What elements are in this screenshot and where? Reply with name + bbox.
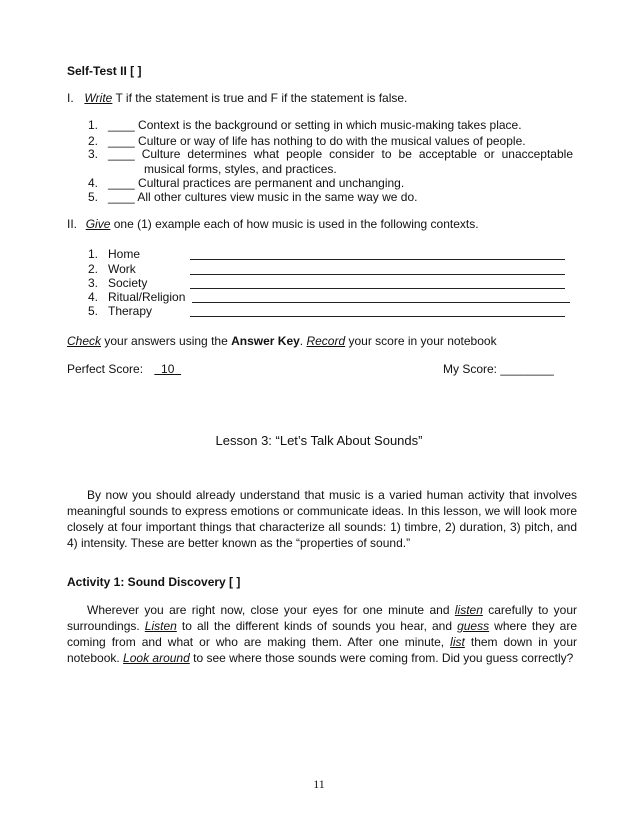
tf-item-1: 1. ____ Context is the background or setting in which music-making takes place. <box>88 118 522 132</box>
activity-paragraph: Wherever you are right now, close your eyes for one minute and listen carefully to your surroundings. Listen to all the different kinds of sounds you hear, and guess where they are coming from and what or who are making them. After one minute, list them down in your notebook. Look around to see where those sounds were coming from. Did you guess correctly? <box>67 603 577 665</box>
context-item-2: 2. Work <box>88 262 136 276</box>
check-instruction: Check your answers using the Answer Key. Record your score in your notebook <box>67 334 497 348</box>
perfect-score-value: 10 <box>161 362 175 376</box>
answer-line-3[interactable] <box>190 288 565 289</box>
my-score: My Score: ________ <box>443 362 554 376</box>
selftest-title: Self-Test II [ ] <box>67 64 142 78</box>
page-number: 11 <box>313 777 325 791</box>
part2-rest: one (1) example each of how music is used in the following contexts. <box>110 217 479 231</box>
answer-key-label: Answer Key <box>231 334 300 348</box>
perfect-score <box>67 362 181 376</box>
part1-roman: I. <box>67 91 74 105</box>
answer-line-5[interactable] <box>190 316 565 317</box>
context-item-3: 3. Society <box>88 276 148 290</box>
answer-line-4[interactable] <box>192 302 570 303</box>
part2-roman: II. <box>67 217 78 231</box>
lesson-intro: By now you should already understand that music is a varied human activity that involves meaningful sounds to express emotions or communicate ideas. In this lesson, we will look more closely at four important things that characterize all sounds: 1) timbre, 2) duration, 3) pitch, and 4) intensity. These are better known as the “properties of sound.” <box>67 488 577 550</box>
tf-item-2: 2. ____ Culture or way of life has nothing to do with the musical values of people. <box>88 134 526 148</box>
context-item-1: 1. Home <box>88 247 141 261</box>
part1-verb: Write <box>84 91 113 105</box>
tf-item-5: 5. ____ All other cultures view music in the same way we do. <box>88 190 418 204</box>
answer-line-1[interactable] <box>190 259 565 260</box>
part1-rest: T if the statement is true and F if the statement is false. <box>112 91 408 105</box>
part2-instruction <box>67 217 479 231</box>
part1-instruction <box>67 91 407 105</box>
answer-line-2[interactable] <box>190 274 565 275</box>
perfect-score-label: Perfect Score: <box>67 362 144 376</box>
part2-verb: Give <box>85 217 111 231</box>
tf-item-3-continued: musical forms, styles, and practices. <box>144 162 337 176</box>
context-item-4: 4. Ritual/Religion <box>88 290 186 304</box>
lesson-title: Lesson 3: “Let’s Talk About Sounds” <box>215 433 423 448</box>
tf-item-4: 4. ____ Cultural practices are permanent and unchanging. <box>88 176 405 190</box>
context-item-5: 5. Therapy <box>88 304 153 318</box>
activity-title: Activity 1: Sound Discovery [ ] <box>67 575 241 589</box>
tf-item-3: 3. ____ Culture determines what people consider to be acceptable or unacceptable <box>88 147 573 161</box>
